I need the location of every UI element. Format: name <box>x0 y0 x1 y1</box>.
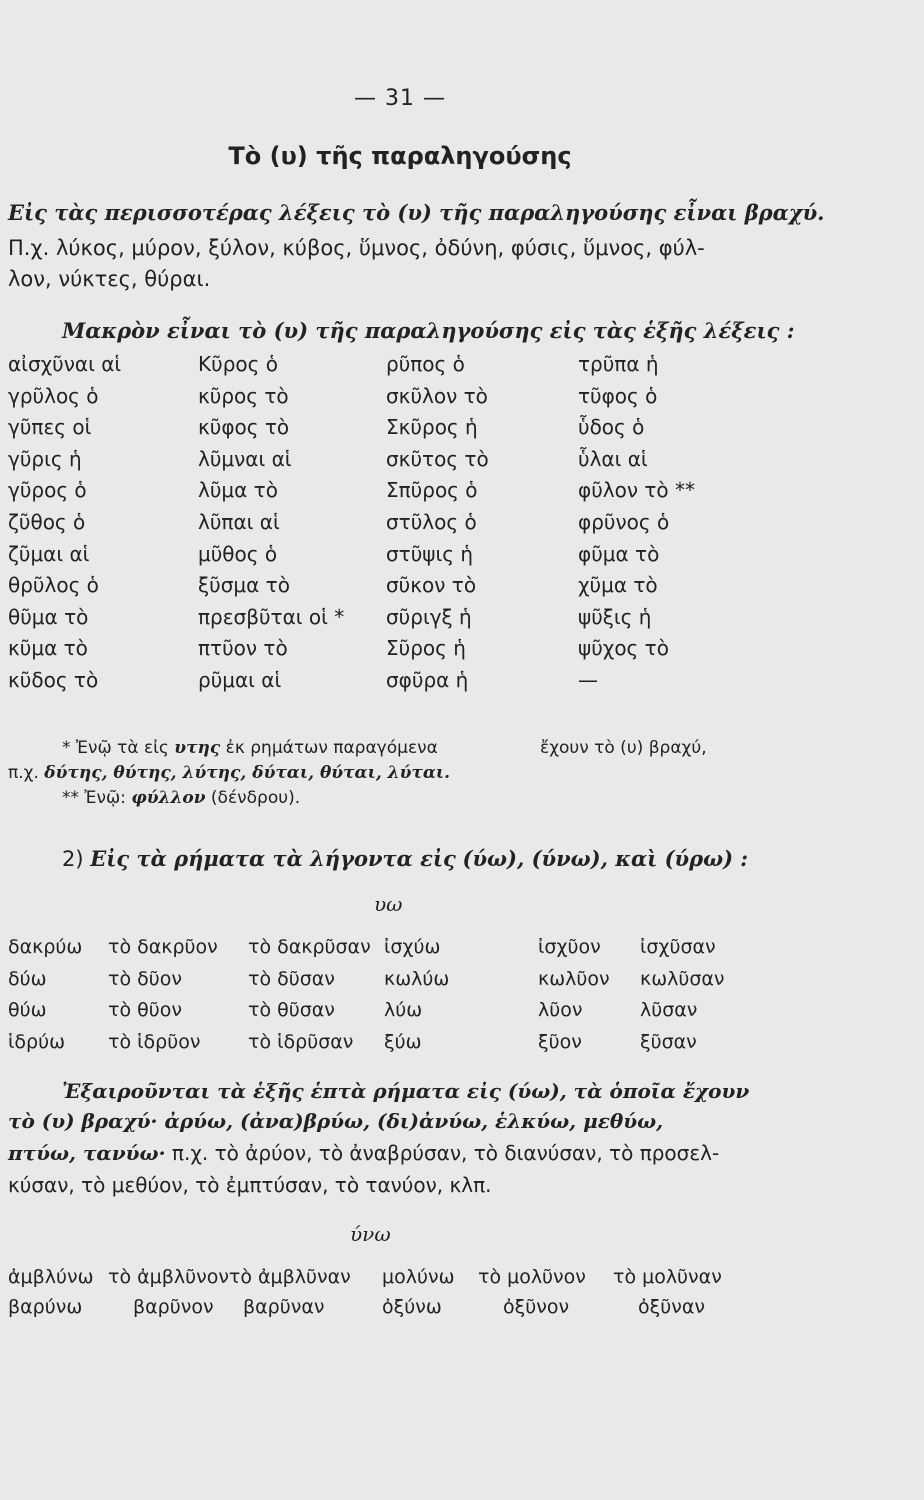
table-cell: κωλῦον <box>538 967 610 990</box>
table-cell: χῦμα τὸ <box>578 573 658 598</box>
table-cell: γρῦλος ὁ <box>8 383 99 408</box>
table-cell: φρῦνος ὁ <box>578 510 670 534</box>
table-cell: γῦρος ὁ <box>8 478 87 503</box>
intro-rule-text: Εἰς τὰς περισσοτέρας λέξεις τὸ (υ) τῆς παραληγούσης εἶναι βραχύ. <box>8 200 825 225</box>
table-cell: στῦλος ὁ <box>386 510 477 534</box>
intro-rule <box>8 198 825 228</box>
table-cell: θῦμα τὸ <box>8 604 89 629</box>
table-cell: πτῦον τὸ <box>198 636 288 661</box>
table-cell: Σπῦρος ὁ <box>386 478 478 503</box>
table-cell: ξῦον <box>538 1030 582 1053</box>
exceptions-line-4: κύσαν, τὸ μεθύον, τὸ ἐμπτύσαν, τὸ τανύον, κλπ. <box>8 1173 492 1197</box>
footnote-1-b: υτης <box>174 738 221 758</box>
table-cell: ζῦθος ὁ <box>8 510 86 534</box>
table-cell: ψῦχος τὸ <box>578 636 669 661</box>
footnote-3-a: ** Ἐνῷ: <box>62 788 126 808</box>
table-cell: δύω <box>8 967 47 990</box>
table-cell: τὸ ἀμβλῦνοντὸ ἀμβλῦναν <box>108 1266 351 1288</box>
table-cell: ψῦξις ἡ <box>578 604 652 629</box>
table-cell: ρῦπος ὁ <box>386 352 465 376</box>
table-cell: ὗλαι αἱ <box>578 446 648 471</box>
table-cell: θύω <box>8 999 47 1021</box>
intro-example-1: Π.χ. λύκος, μύρον, ξύλον, κύβος, ὕμνος, ὀδύνη, φύσις, ὕμνος, φύλ- <box>8 236 705 260</box>
table-cell: τὸ δῦον <box>108 967 182 990</box>
exceptions-line-3 <box>8 1138 719 1168</box>
exceptions-text-1: Ἐξαιροῦνται τὰ ἑξῆς ἑπτὰ ρήματα εἰς (ύω), τὰ ὁποῖα ἔχουν <box>62 1079 750 1103</box>
footnote-2-a: π.χ. <box>8 763 39 783</box>
page-title: Τὸ (υ) τῆς παραληγούσης <box>228 142 572 170</box>
table-cell: τῦφος ὁ <box>578 383 658 408</box>
table-cell: τὸ ἱδρῦσαν <box>248 1030 354 1053</box>
table-cell: λῦσαν <box>640 999 698 1021</box>
exceptions-text-2: τὸ (υ) βραχύ· ἀρύω, (ἀνα)βρύω, (δι)ἀνύω, ἑλκύω, μεθύω, <box>8 1109 664 1133</box>
table-cell: κῦφος τὸ <box>198 415 290 440</box>
table-cell: αἰσχῦναι αἱ <box>8 352 122 376</box>
table-cell: κωλύω <box>384 967 450 990</box>
footnote-2-b: δύτης, θύτης, λύτης, δύται, θύται, λύται. <box>44 763 451 783</box>
table-cell: ἰσχῦον <box>538 936 601 958</box>
table-cell: σῦριγξ ἡ <box>386 604 472 629</box>
table-cell: φῦλον τὸ ** <box>578 478 696 503</box>
exceptions-text-3b: π.χ. τὸ ἀρύον, τὸ ἀναβρύσαν, τὸ διανύσαν, τὸ προσελ- <box>171 1141 720 1165</box>
page-number: — 31 — <box>354 86 446 111</box>
table-cell: γῦπες οἱ <box>8 415 92 440</box>
table-cell: σκῦλον τὸ <box>386 383 488 408</box>
table-cell: σφῦρα ἡ <box>386 668 469 692</box>
table-cell: ὀξύνω <box>382 1296 442 1318</box>
table-cell: βαρύνω <box>8 1296 83 1318</box>
table-cell: ἰσχύω <box>384 936 441 958</box>
table-cell: ξῦσαν <box>640 1030 697 1053</box>
table-cell: γῦρις ἡ <box>8 446 82 471</box>
exceptions-line-1 <box>62 1076 749 1106</box>
table-cell: ὀξῦναν <box>638 1296 705 1318</box>
footnote-2 <box>8 763 450 783</box>
exceptions-text-3a: πτύω, τανύω· <box>8 1141 166 1165</box>
subheading-yno: ύνω <box>350 1222 391 1246</box>
exceptions-line-2 <box>8 1106 663 1136</box>
footnote-1 <box>62 738 438 758</box>
footnote-3-c: (δένδρου). <box>210 788 301 808</box>
table-cell: τὸ μολῦνον <box>478 1266 586 1288</box>
table-cell: σκῦτος τὸ <box>386 446 489 471</box>
table-cell: ξῦσμα τὸ <box>198 573 290 598</box>
table-cell: βαρῦναν <box>243 1296 325 1318</box>
section-2-num: 2) <box>62 847 84 871</box>
table-cell: — <box>578 668 598 692</box>
table-cell: τὸ δακρῦον <box>108 936 218 958</box>
subheading-yo: υω <box>374 892 403 916</box>
intro-example-2: λον, νύκτες, θύραι. <box>8 267 211 291</box>
section-2-heading <box>62 844 748 874</box>
table-cell: κῦμα τὸ <box>8 636 88 661</box>
table-cell: τὸ θῦον <box>108 999 182 1021</box>
table-cell: Σῦρος ἡ <box>386 636 466 661</box>
table-cell: στῦψις ἡ <box>386 541 474 566</box>
table-cell: ξύω <box>384 1030 422 1053</box>
table-cell: κωλῦσαν <box>640 967 725 990</box>
section-2-text-a: Εἰς τὰ ρήματα τὰ λήγοντα εἰς <box>90 846 456 871</box>
table-cell: μολύνω <box>382 1266 455 1288</box>
table-cell: σῦκον τὸ <box>386 573 477 598</box>
table-cell: τὸ ἱδρῦον <box>108 1030 201 1053</box>
table-cell: λῦπαι αἱ <box>198 510 280 534</box>
table-cell: ζῦμαι αἱ <box>8 541 90 566</box>
table-cell: τὸ μολῦναν <box>613 1266 722 1288</box>
table-cell: τὸ δακρῦσαν <box>248 936 371 958</box>
footnote-1-end: ἔχουν τὸ (υ) βραχύ, <box>540 738 707 758</box>
table-cell: ἱδρύω <box>8 1030 66 1053</box>
table-cell: Σκῦρος ἡ <box>386 415 478 440</box>
table-cell: λῦμναι αἱ <box>198 446 292 471</box>
table-cell: ὀξῦνον <box>503 1296 570 1318</box>
footnote-3-b: φύλλον <box>131 788 206 808</box>
footnote-1-a: * Ἐνῷ τὰ εἰς <box>62 738 169 758</box>
table-cell: λῦον <box>538 999 583 1021</box>
table-cell: πρεσβῦται οἱ * <box>198 604 345 629</box>
table-cell: δακρύω <box>8 936 83 958</box>
section-2-text-b: (ύω), (ύνω), καὶ (ύρω) : <box>462 846 749 871</box>
table-cell: λῦμα τὸ <box>198 478 278 503</box>
footnote-1-c: ἐκ ρημάτων παραγόμενα <box>225 738 438 758</box>
table-cell: ἀμβλύνω <box>8 1266 94 1288</box>
table-cell: ρῦμαι αἱ <box>198 668 282 692</box>
table-cell: ὗδος ὁ <box>578 415 645 440</box>
table-cell: κῦρος τὸ <box>198 383 289 408</box>
table-cell: φῦμα τὸ <box>578 541 660 566</box>
footnote-3 <box>62 788 300 808</box>
table-cell: θρῦλος ὁ <box>8 573 99 598</box>
table-cell: τὸ δῦσαν <box>248 967 335 990</box>
table-cell: βαρῦνον <box>133 1296 214 1318</box>
long-heading: Μακρὸν εἶναι τὸ (υ) τῆς παραληγούσης εἰς τὰς ἑξῆς λέξεις : <box>62 318 795 343</box>
table-cell: τὸ θῦσαν <box>248 999 335 1021</box>
table-cell: τρῦπα ἡ <box>578 352 659 376</box>
table-cell: Κῦρος ὁ <box>198 352 278 376</box>
table-cell: λύω <box>384 999 423 1021</box>
table-cell: κῦδος τὸ <box>8 668 99 692</box>
table-cell: μῦθος ὁ <box>198 541 278 566</box>
table-cell: ἰσχῦσαν <box>640 936 716 958</box>
